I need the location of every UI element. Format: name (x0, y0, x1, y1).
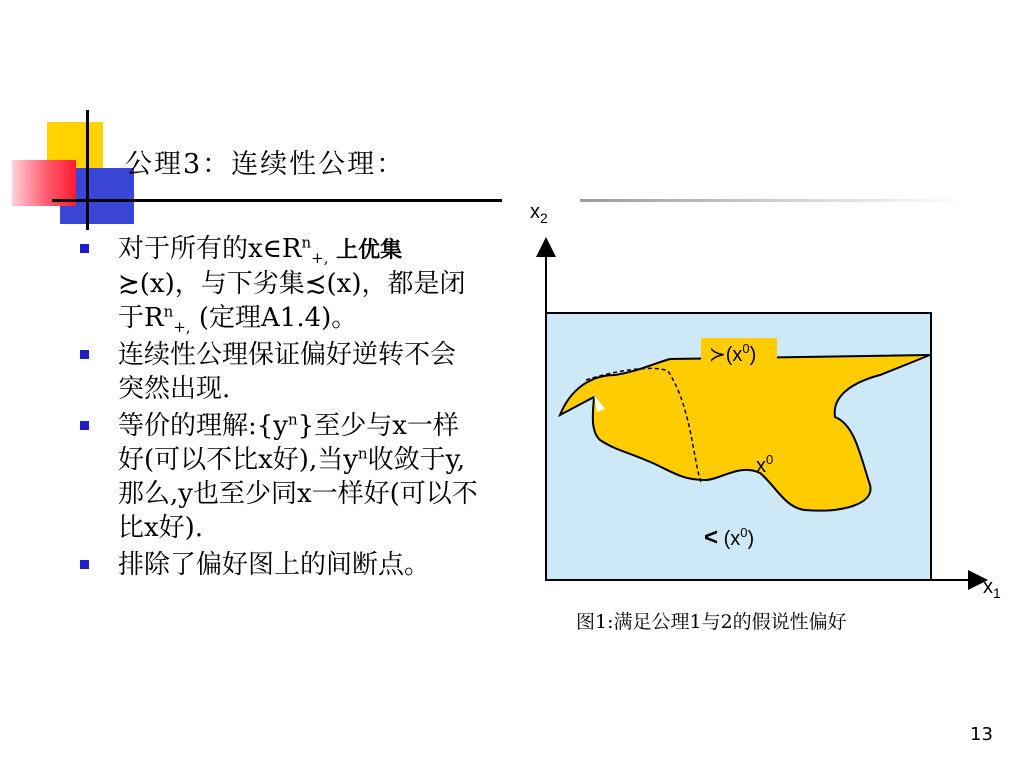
superscript: n (301, 233, 312, 252)
subscript: +, (311, 249, 329, 268)
bullet-item (78, 409, 478, 545)
superscript: n (288, 410, 298, 429)
y-axis-label: $x_2$ (530, 201, 548, 226)
upper-set-label: $≻(x^0)$ (709, 341, 757, 366)
bullet-text: 收敛于y,那么,y也至少同x一样好(可以不比x好). (118, 445, 478, 543)
bullet-square-icon (80, 560, 89, 569)
bullet-square-icon (80, 244, 89, 253)
lower-set-label: < $(x^0)$ (704, 524, 755, 551)
bullet-text: 排除了偏好图上的间断点。 (118, 550, 431, 580)
bullet-text: 等价的理解:{y (118, 411, 288, 441)
bullet-item (78, 338, 478, 406)
bullet-square-icon (80, 350, 89, 359)
bullet-item (78, 548, 478, 582)
bullet-text: 对于所有的x (118, 234, 263, 264)
bullet-text: ≾(x)，都是闭于R (118, 269, 466, 333)
reference-point-label: $x^0$ (756, 452, 774, 477)
subscript: +, (173, 318, 191, 337)
slide-title: 公理3：连续性公理： (125, 149, 406, 180)
bullet-text: R (281, 234, 302, 264)
bullet-item (78, 232, 478, 335)
preference-figure (520, 195, 1010, 605)
decor-vertical-line (86, 110, 89, 230)
x-axis-label: $x_1$ (983, 576, 1001, 601)
superscript: n (357, 444, 368, 463)
title-underline (52, 199, 502, 202)
bullet-text: ≿(x)，与下劣集 (118, 269, 305, 299)
superscript: n (163, 302, 174, 321)
figure-caption: 图1:满足公理1与2的假说性偏好 (576, 611, 847, 633)
bullet-list (78, 232, 478, 585)
bullet-text: 上优集 (328, 237, 403, 263)
element-of-symbol: ∈ (262, 234, 282, 264)
bullet-text: (定理A1.4)。 (190, 303, 358, 333)
bullet-text: 连续性公理保证偏好逆转不会突然出现. (118, 340, 457, 404)
bullet-text: }至少与x一样好(可以不比x好),当y (118, 411, 459, 475)
page-number: 13 (970, 724, 993, 745)
bullet-square-icon (80, 421, 89, 430)
